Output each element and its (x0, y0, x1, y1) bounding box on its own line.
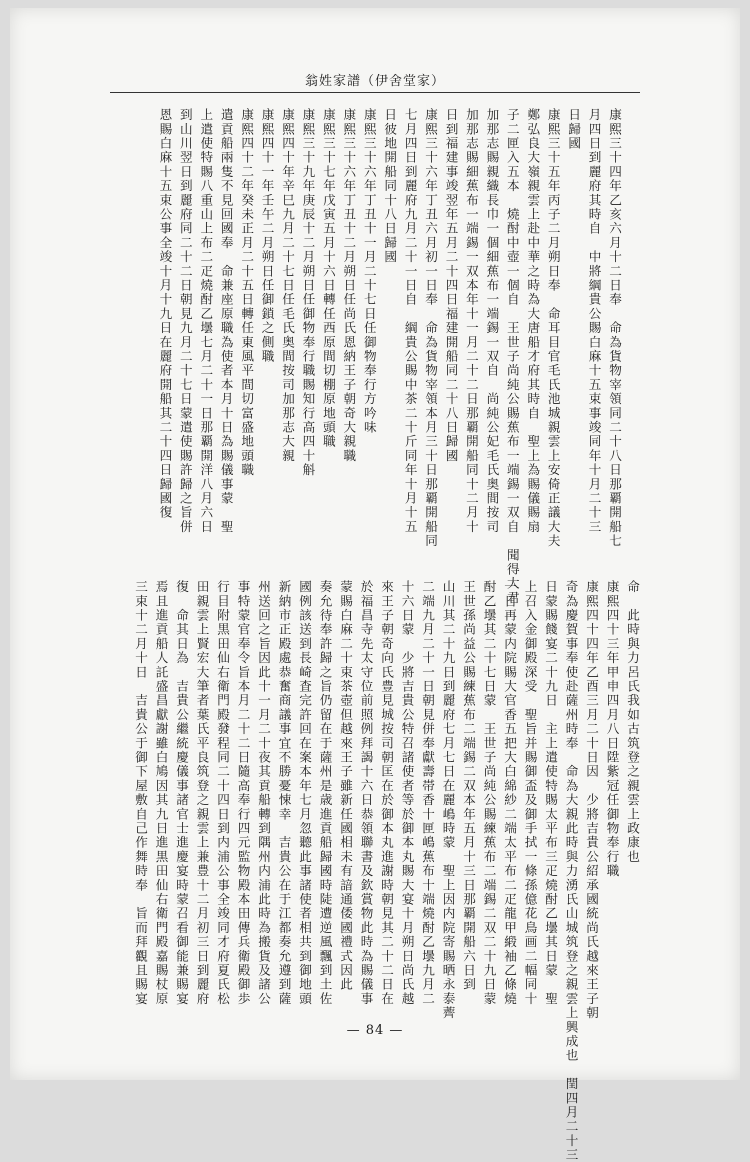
text-column: 酎乙壜其二十七日蒙 王世子尚純公賜練蕉布二端錫二双二十九日蒙 (481, 580, 497, 1006)
text-column: 康熙四十二年癸未正月二十五日轉任東風平間切富盛地頭職 (239, 108, 255, 478)
text-column: 加那志賜細蕉布一端錫一双本年十一月二十二日那覇開船同十二月十 (463, 108, 479, 534)
text-column: 於福昌寺先太守位前照例拜謁十六日恭領聯書及欽賞物此時為賜儀事 (358, 580, 374, 1006)
text-column: 一日再蒙内院賜大官香五把大白綿紗二端太平布二疋龍甲緞袖乙條燒 (502, 580, 517, 1006)
text-column: 奇為慶賀事奉使赴薩州時奉 命為大親此時與力湧氏山城筑登之親雲上興成也 閏四月二十三 (563, 580, 579, 1162)
text-column: 日彼地開船同十八日歸國 (382, 108, 398, 265)
text-column: 康熙三十四年乙亥六月十二日奉 命為貨物宰領同二十八日那覇開船七 (607, 108, 622, 549)
text-column: 康熙三十六年丁丑十二月朔日任尚氏恩納王子朝奇大親職 (341, 108, 357, 463)
header-rule (110, 92, 640, 93)
text-column: 事特蒙官奉令旨本月二十二日隨高奉行四元監物殿本田傳兵衛殿御歩 (235, 580, 251, 1006)
text-column: 上召入金御殿深受 聖旨并賜御盃及御手拭一條孫億花鳥画二幅同十 (522, 580, 538, 1006)
text-column: 子二匣入五本 燒酎中壺一個自 王世子尚純公賜蕉布一端錫一双自 聞得大君 (504, 108, 520, 605)
text-column: 十六日蒙 少將吉貴公特召諸使者等於御本丸賜大宴十月朔日尚氏越 (399, 580, 415, 1006)
text-column: 康熙四十三年甲申四月八日陞紫冠任御物奉行職 (604, 580, 620, 879)
text-column: 上遣使特賜八重山上布二疋燒酎乙壜七月二十一日那覇開洋八月六日 (198, 108, 214, 534)
text-column: 王世孫尚益公賜練蕉布二端錫二双本年五月十三日那覇開船六日到 (461, 580, 476, 992)
text-column: 鄭弘良大嶺親雲上赴中華之時為大唐船才府其時自 聖上為賜儀賜扇 (525, 108, 541, 534)
text-column: 國例該送到長崎査完許回在案本年七月忽聽此事諸使者相共到御地頭 (297, 580, 312, 1006)
text-column: 康熙四十一年壬午二月朔日任御鎖之側職 (259, 108, 275, 364)
text-column: 山川其二十九日到麗府七月七日在麗嶋時蒙 聖上因内院寄賜晒永泰薺 (440, 580, 456, 1021)
text-column: 新納市正殿處恭奮商議事宜不勝憂悚幸 吉貴公在于江都奏允遵到薩 (276, 580, 292, 1006)
top-text-block (150, 108, 622, 605)
text-column: 州送回之旨因此十一月二十夜其貢船轉到隅州内浦此時為搬貨及諸公 (256, 580, 271, 1006)
running-header: 翁姓家譜（伊舍堂家） (304, 74, 445, 89)
text-column: 奏允待奉許歸之旨仍留在于薩州是歳進貢船歸國時陡遭逆風飄到土佐 (317, 580, 333, 1006)
text-column: 二端九月二十一日朝見併奉獻壽帯香十匣嶋蕉布十端燒酎乙壜九月二 (420, 580, 435, 1006)
text-column: 三束十二月十日 吉貴公于御下屋敷自己作舞時奉 旨而拜觀且賜宴 (133, 580, 148, 1006)
text-column: 康熙三十九年庚辰十二月朔日任御物奉行職賜知行高四十斛 (300, 108, 316, 478)
text-column: 康熙四十年辛巳九月二十七日任毛氏奥間按司加那志大親 (280, 108, 295, 463)
text-column: 康熙四十四年乙酉三月二十日因 少將吉貴公紹承國統尚氏越來王子朝 (584, 580, 599, 1021)
text-column: 月四日到麗府其時自 中將綱貴公賜白麻十五束事竣同年十月二十三 (586, 108, 602, 534)
text-column: 到山川翌日到麗府同二十二日朝見九月二十七日蒙遣使賜許歸之旨併 (177, 108, 193, 534)
text-column: 焉且進貢船人託盛昌獻謝雖白鳩因其九日進黒田仙右衛門殿嘉賜杖原 (153, 580, 169, 1006)
text-column: 田親雲上賢宏大筆者葉氏平良筑登之親雲上兼豊十二月初三日到麗府 (194, 580, 210, 1006)
page-number: — 84 — (346, 1023, 404, 1038)
text-column: 命 此時與力呂氏我如古筑登之親雲上政康也 (625, 580, 640, 864)
text-column: 恩賜白麻十五束公事全竣十月十九日在麗府開船其二十四日歸國復 (157, 108, 173, 520)
text-column: 七月四日到麗府九月二十一日自 綱貴公賜中茶二十斤同年十月十五 (402, 108, 418, 534)
text-column: 復 命其日為 吉貴公繼統慶儀事諸官士進慶宴時蒙召看御能兼賜宴 (174, 580, 189, 1006)
text-column: 康熙三十六年丁丑六月初一日奉 命為貨物宰領本月三十日那覇開船同 (423, 108, 439, 549)
text-column: 日蒙賜餞宴二十九日 主上遣使特賜太平布三疋燒酎乙壜其日蒙 聖 (543, 580, 558, 1006)
text-column: 遣貢船兩隻不見回國奉 命兼座原職為使者本月十日為賜儀事蒙 聖 (218, 108, 234, 534)
text-column: 行目附黒田仙右衛門殿發程同二十四日到内浦公事全竣同才府夏氏松 (215, 580, 230, 1006)
text-column: 加那志賜親織長巾一個細蕉布一端錫一双自 尚純公妃毛氏奥間按司 (484, 108, 500, 534)
text-column: 日歸國 (566, 108, 582, 151)
text-column: 來王子朝奇向氏豊見城按司朝匡在於御本丸進謝時朝見其二十二日在 (379, 580, 394, 1006)
text-column: 康熙三十五年丙子二月朔日奉 命耳目官毛氏池城親雲上安倚正議大夫 (545, 108, 561, 549)
document-page (10, 8, 740, 1162)
text-column: 康熙三十六年丁丑十一月二十七日任御物奉行方吟味 (361, 108, 377, 435)
text-column: 蒙賜白麻二十束茶壺但越來王子雖新任國相未有諳通倭國禮式因此 (338, 580, 353, 992)
text-column: 日到福建事竣翌年五月二十四日福建開船同二十八日歸國 (443, 108, 459, 463)
text-column: 康熙三十七年戊寅五月十六日轉任西原間切棚原地頭職 (320, 108, 336, 449)
